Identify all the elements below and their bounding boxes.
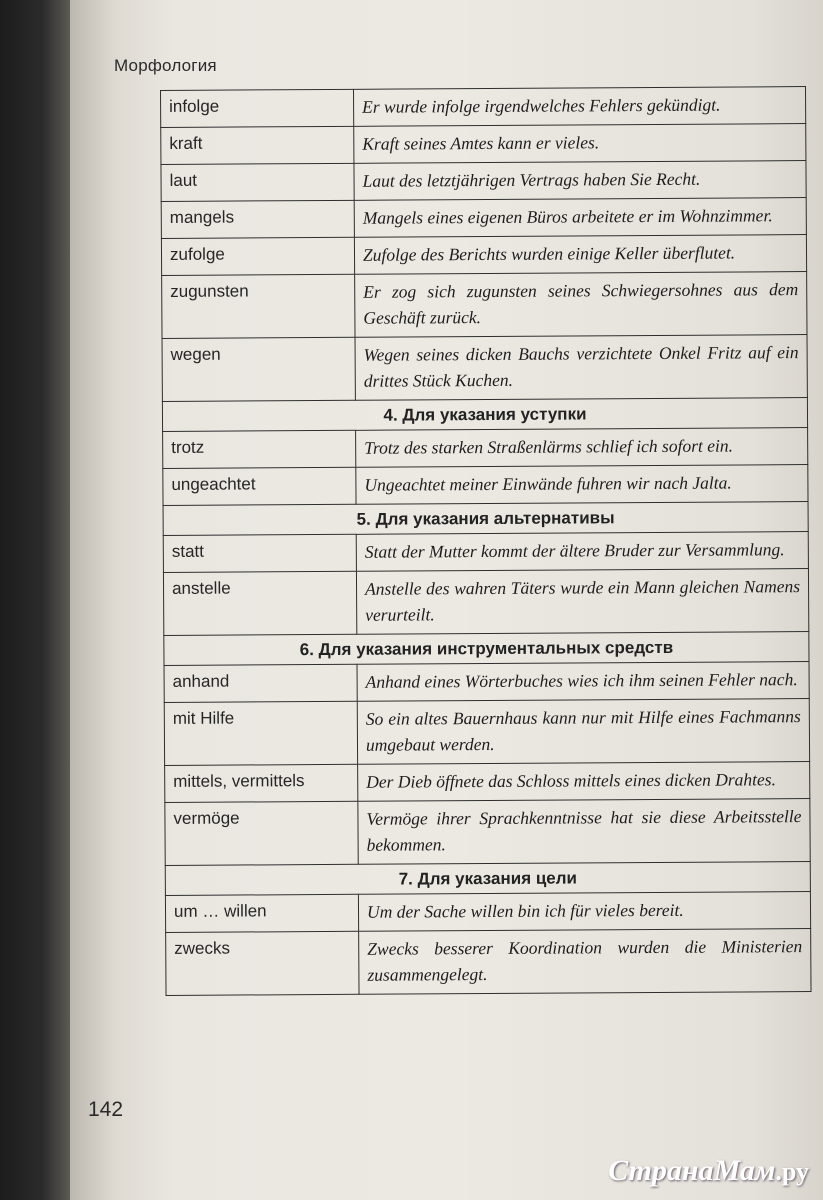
preposition-cell: zwecks	[166, 931, 359, 995]
preposition-cell: wegen	[162, 337, 355, 401]
section-heading: 6. Для указания инструментальных средств	[164, 632, 809, 666]
preposition-cell: zufolge	[161, 237, 354, 275]
table-row	[164, 662, 809, 703]
table-row	[161, 198, 806, 239]
example-sentence-cell: Wegen seines dicken Bauchs verzichtete Onkel Fritz auf ein drittes Stück Kuchen.	[355, 335, 807, 401]
section-heading-row	[162, 398, 807, 432]
example-sentence-cell: Der Dieb öffnete das Schloss mittels eines dicken Drahtes.	[358, 762, 810, 802]
table-row	[162, 335, 807, 402]
table-row	[165, 892, 810, 933]
section-heading: 5. Для указания альтернативы	[163, 502, 808, 536]
table-row	[165, 762, 810, 803]
example-sentence-cell: Laut des letztjährigen Vertrags haben Sie Recht.	[354, 161, 806, 201]
example-sentence-cell: Zufolge des Berichts wurden einige Keller überflutet.	[354, 235, 806, 275]
table-row	[163, 532, 808, 573]
preposition-cell: um … willen	[165, 894, 358, 932]
table-body	[161, 87, 812, 996]
preposition-cell: mangels	[161, 200, 354, 238]
example-sentence-cell: Um der Sache willen bin ich für vieles bereit.	[358, 892, 810, 932]
example-sentence-cell: Vermöge ihrer Sprachkenntnisse hat sie diese Arbeitsstelle bekommen.	[358, 799, 810, 865]
watermark-site: СтранаМам	[608, 1154, 776, 1187]
table-row	[162, 272, 807, 339]
preposition-cell: anhand	[164, 664, 357, 702]
table-row	[163, 569, 808, 636]
running-head: Морфология	[114, 56, 217, 75]
preposition-cell: kraft	[161, 126, 354, 164]
preposition-cell: trotz	[163, 430, 356, 468]
table-row	[161, 161, 806, 202]
example-sentence-cell: Anstelle des wahren Täters wurde ein Mann gleichen Namens verurteilt.	[356, 569, 808, 635]
section-heading: 4. Для указания уступки	[162, 398, 807, 432]
preposition-cell: zugunsten	[162, 274, 355, 338]
example-sentence-cell: Zwecks besserer Koordination wurden die Ministerien zusammengelegt.	[359, 929, 811, 995]
table-row	[165, 799, 810, 866]
example-sentence-cell: Kraft seines Amtes kann er vieles.	[354, 124, 806, 164]
table-row	[161, 87, 806, 128]
example-sentence-cell: Statt der Mutter kommt der ältere Bruder zur Versammlung.	[356, 532, 808, 572]
table-row	[166, 929, 811, 996]
example-sentence-cell: Er wurde infolge irgendwelches Fehlers gekündigt.	[353, 87, 805, 127]
preposition-cell: anstelle	[163, 571, 356, 635]
preposition-cell: infolge	[161, 89, 354, 127]
site-watermark	[608, 1154, 809, 1188]
table-row	[163, 428, 808, 469]
section-heading-row	[163, 502, 808, 536]
preposition-cell: mittels, vermittels	[165, 764, 358, 802]
watermark-suffix: .ру	[775, 1157, 809, 1186]
example-sentence-cell: Ungeachtet meiner Einwände fuhren wir nach Jalta.	[356, 465, 808, 505]
section-heading-row	[165, 862, 810, 896]
preposition-cell: statt	[163, 534, 356, 572]
example-sentence-cell: Trotz des starken Straßenlärms schlief ich sofort ein.	[356, 428, 808, 468]
prepositions-table-wrapper	[160, 86, 812, 996]
section-heading: 7. Для указания цели	[165, 862, 810, 896]
prepositions-table	[160, 86, 812, 996]
table-row	[161, 124, 806, 165]
example-sentence-cell: Er zog sich zugunsten seines Schwiegersohnes aus dem Geschäft zurück.	[355, 272, 807, 338]
table-row	[161, 235, 806, 276]
preposition-cell: vermöge	[165, 801, 358, 865]
example-sentence-cell: So ein altes Bauernhaus kann nur mit Hilfe eines Fachmanns umgebaut werden.	[357, 699, 809, 765]
preposition-cell: ungeachtet	[163, 467, 356, 505]
table-row	[164, 699, 809, 766]
table-row	[163, 465, 808, 506]
example-sentence-cell: Mangels eines eigenen Büros arbeitete er im Wohnzimmer.	[354, 198, 806, 238]
preposition-cell: laut	[161, 163, 354, 201]
page-number: 142	[88, 1098, 124, 1121]
preposition-cell: mit Hilfe	[164, 701, 357, 765]
example-sentence-cell: Anhand eines Wörterbuches wies ich ihm seinen Fehler nach.	[357, 662, 809, 702]
section-heading-row	[164, 632, 809, 666]
book-spine-shadow	[0, 0, 70, 1200]
